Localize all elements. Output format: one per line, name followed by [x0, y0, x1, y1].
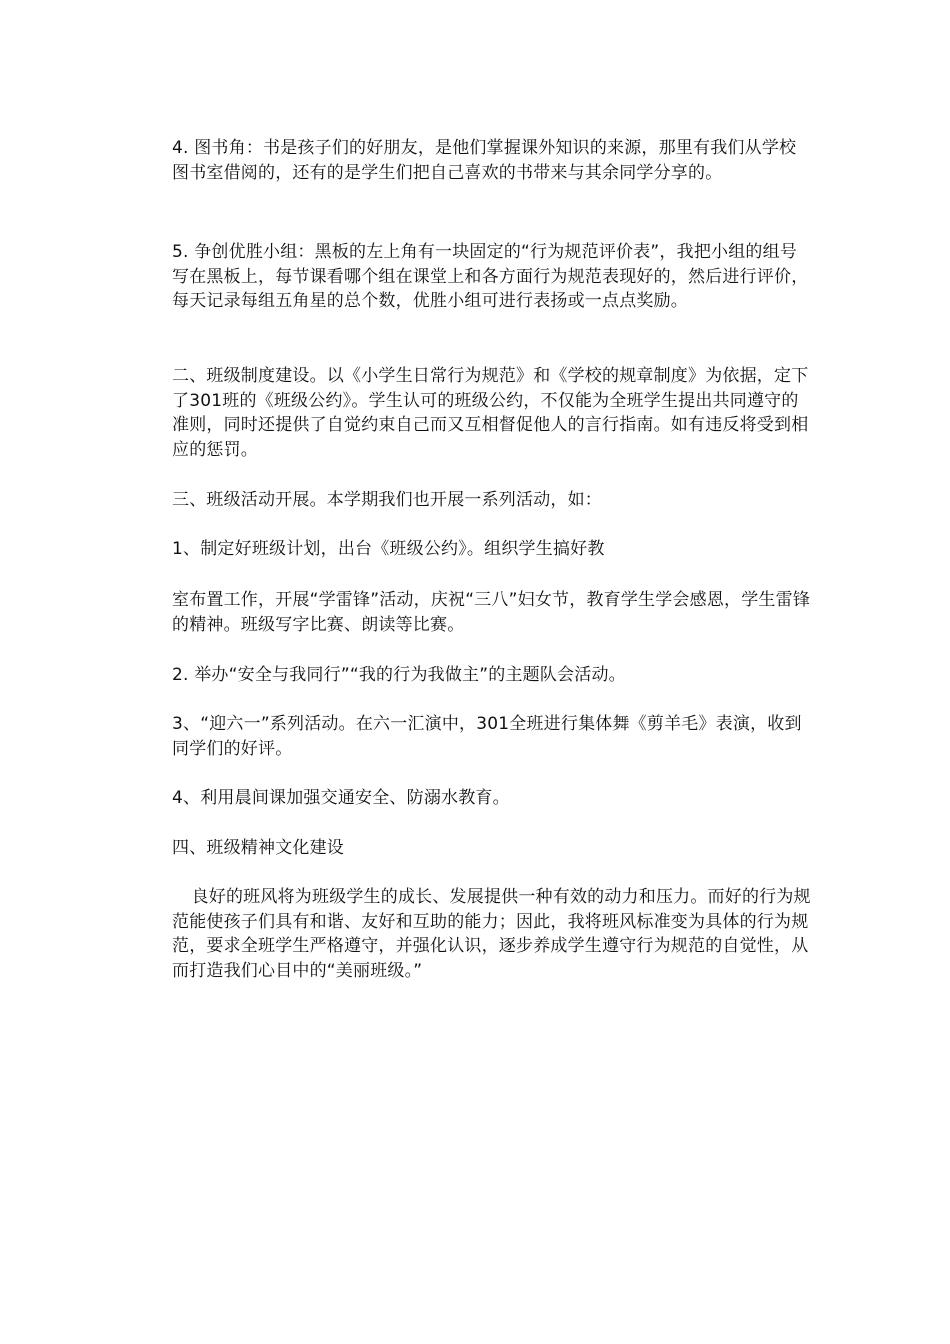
- paragraph-activity-2: 2. 举办“安全与我同行”“我的行为我做主”的主题队会活动。: [172, 665, 626, 685]
- paragraph-activity-3: 3、“迎六一”系列活动。在六一汇演中，301全班进行集体舞《剪羊毛》表演，收到同学们的好评。: [172, 714, 802, 759]
- paragraph-activity-4: 4、利用晨间课加强交通安全、防溺水教育。: [172, 788, 510, 808]
- paragraph-library-corner: 4. 图书角：书是孩子们的好朋友，是他们掌握课外知识的来源，那里有我们从学校图书室借阅的，还有的是学生们把自己喜欢的书带来与其余同学分享的。: [172, 138, 797, 183]
- paragraph-class-spirit: 良好的班风将为班级学生的成长、发展提供一种有效的动力和压力。而好的行为规范能使孩子们具有和谐、友好和互助的能力；因此，我将班风标准变为具体的行为规范，要求全班学生严格遵守，并强化认识，逐步养成学生遵守行为规范的自觉性，从而打造我们心目中的“美丽班级。”: [172, 887, 811, 981]
- paragraph-class-activities: 三、班级活动开展。本学期我们也开展一系列活动，如：: [172, 490, 602, 510]
- paragraph-activity-1-continued: 室布置工作，开展“学雷锋”活动，庆祝“三八”妇女节，教育学生学会感恩，学生雷锋的精神。班级写字比赛、朗读等比赛。: [172, 590, 811, 635]
- paragraph-activity-1: 1、制定好班级计划，出台《班级公约》。组织学生搞好教: [172, 539, 605, 559]
- paragraph-spiritual-culture-heading: 四、班级精神文化建设: [172, 838, 344, 858]
- paragraph-class-system: 二、班级制度建设。以《小学生日常行为规范》和《学校的规章制度》为依据，定下了301班的《班级公约》。学生认可的班级公约，不仅能为全班学生提出共同遵守的准则，同时还提供了自觉约束自己而又互相督促他人的言行指南。如有违反将受到相应的惩罚。: [172, 366, 809, 460]
- paragraph-best-group: 5. 争创优胜小组：黑板的左上角有一块固定的“行为规范评价表”，我把小组的组号写在黑板上，每节课看哪个组在课堂上和各方面行为规范表现好的，然后进行评价，每天记录每组五角星的总个数，优胜小组可进行表扬或一点点奖励。: [172, 242, 809, 311]
